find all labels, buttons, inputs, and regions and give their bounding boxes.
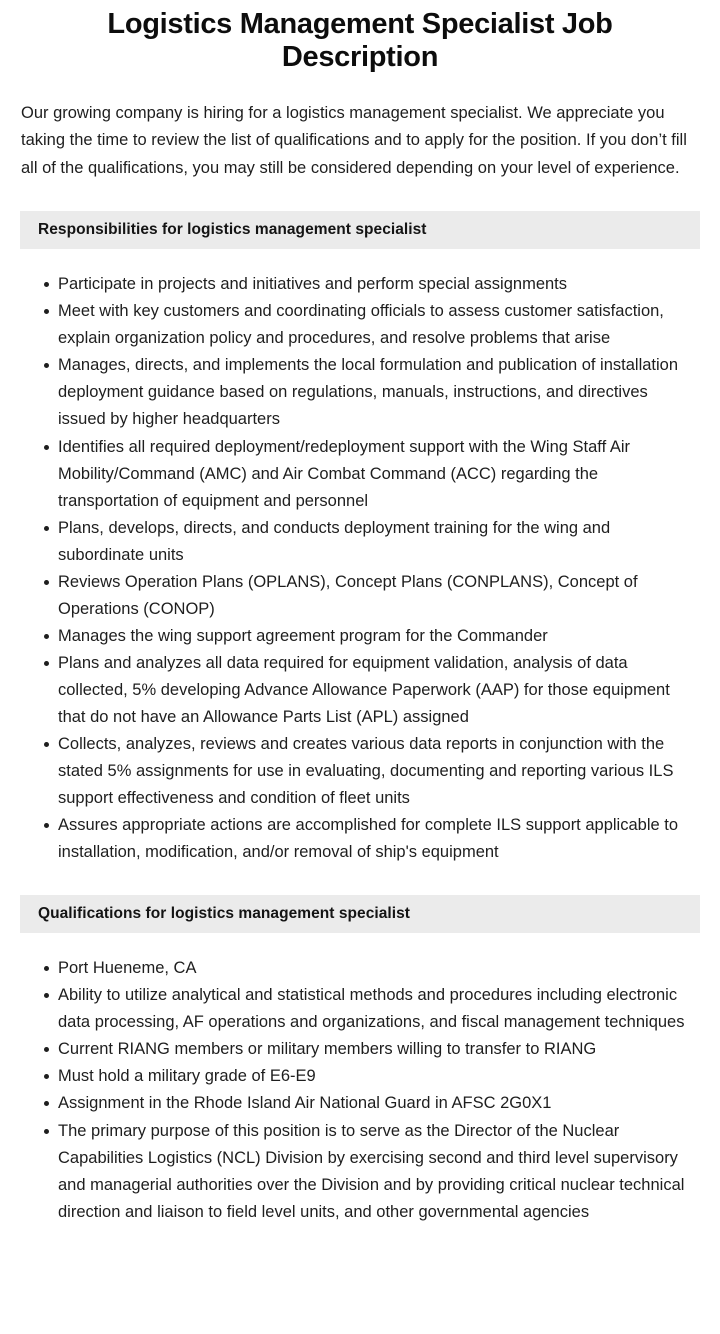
list-item: Ability to utilize analytical and statistical methods and procedures including electronic data processing, AF operations and organizations, and fiscal management techniques — [58, 982, 692, 1036]
list-item: Plans, develops, directs, and conducts deployment training for the wing and subordinate units — [58, 515, 692, 569]
section-heading-label: Responsibilities for logistics management specialist — [38, 221, 427, 239]
list-item: Assures appropriate actions are accomplished for complete ILS support applicable to installation, modification, and/or removal of ship's equipment — [58, 812, 692, 866]
list-item: Current RIANG members or military members willing to transfer to RIANG — [58, 1036, 692, 1063]
page-bottom-spacer — [0, 1226, 720, 1262]
section-header-responsibilities — [20, 211, 700, 249]
list-item: Collects, analyzes, reviews and creates various data reports in conjunction with the stated 5% assignments for use in evaluating, documenting and reporting various ILS support effectiveness and condition of fleet units — [58, 731, 692, 812]
list-item: Manages, directs, and implements the local formulation and publication of installation deployment guidance based on regulations, manuals, instructions, and directives issued by higher headquarters — [58, 352, 692, 433]
responsibilities-list — [0, 249, 720, 866]
list-item: Identifies all required deployment/redeployment support with the Wing Staff Air Mobility/Command (AMC) and Air Combat Command (ACC) regarding the transportation of equipment and personnel — [58, 434, 692, 515]
section-header-qualifications — [20, 895, 700, 933]
intro-paragraph: Our growing company is hiring for a logistics management specialist. We appreciate you taking the time to review the list of qualifications and to apply for the position. If you don’t fill all of the qualifications, you may still be considered depending on your level of experience. — [21, 104, 687, 177]
page-title: Logistics Management Specialist Job Description — [107, 8, 613, 74]
list-item: Port Hueneme, CA — [58, 955, 692, 982]
list-item: Reviews Operation Plans (OPLANS), Concept Plans (CONPLANS), Concept of Operations (CONOP) — [58, 569, 692, 623]
list-item: Assignment in the Rhode Island Air National Guard in AFSC 2G0X1 — [58, 1090, 692, 1117]
section-heading-label: Qualifications for logistics management specialist — [38, 905, 411, 923]
list-item: Must hold a military grade of E6-E9 — [58, 1063, 692, 1090]
list-item: Participate in projects and initiatives and perform special assignments — [58, 271, 692, 298]
list-item: Plans and analyzes all data required for equipment validation, analysis of data collected, 5% developing Advance Allowance Paperwork (AAP) for those equipment that do not have an Allowance Parts List (APL) assigned — [58, 650, 692, 731]
list-item: Meet with key customers and coordinating officials to assess customer satisfaction, explain organization policy and procedures, and resolve problems that arise — [58, 298, 692, 352]
list-item: The primary purpose of this position is to serve as the Director of the Nuclear Capabilities Logistics (NCL) Division by exercising second and third level supervisory and managerial authorities over the Division and by providing critical nuclear technical direction and liaison to field level units, and other governmental agencies — [58, 1118, 692, 1226]
list-item: Manages the wing support agreement program for the Commander — [58, 623, 692, 650]
qualifications-list — [0, 933, 720, 1225]
